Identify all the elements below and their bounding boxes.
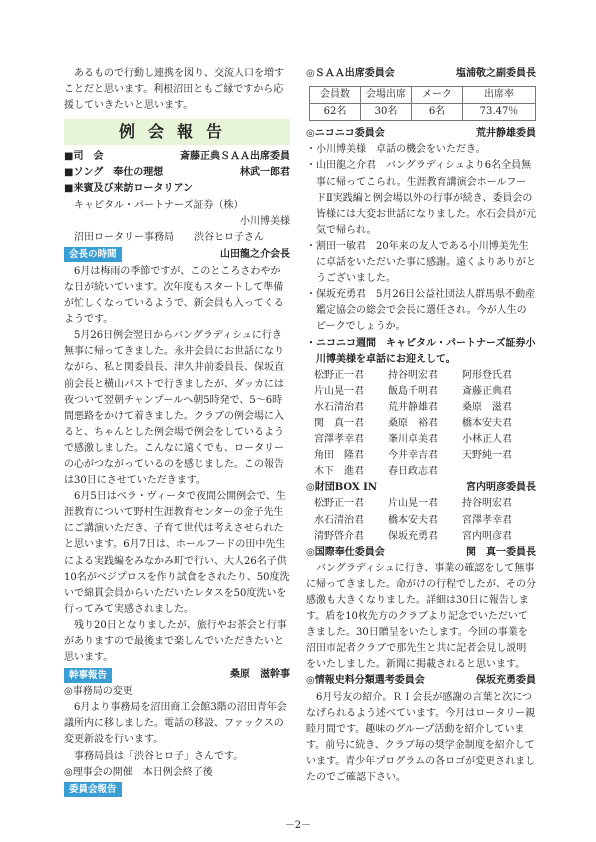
table-header-cell: 会員数: [310, 87, 361, 104]
section-author: 桑原 滋幹事: [230, 669, 290, 681]
secretary-report-header: [64, 667, 290, 683]
committee-name: ◎ニコニコ委員会: [306, 128, 385, 140]
committee-author: 保坂充勇委員: [476, 675, 536, 687]
member-name: 宮内明彦君: [462, 530, 512, 542]
member-name: 今井幸吉君: [388, 450, 438, 462]
niko-item: ・山田龍之介君 バングラディシュより6名全員無事に帰ってこられ。生涯教育講演会ホールフードⅡ実践編と例会場以外の行事が続き、委員会の皆様には大変お世話になりました。水石会員が元気で帰られ。: [306, 160, 536, 236]
table-header-row: [310, 87, 536, 104]
guest-org: キャピタル・パートナーズ証券（株）: [74, 199, 244, 211]
role-value: 斎藤正典ＳＡＡ出席委員: [180, 151, 290, 163]
body-paragraph: 6月は梅雨の季節ですが、このところさわやかな日が続いています。次年度もスタートして準備が忙しくなっているようで、新会員も入ってくるようです。: [64, 265, 284, 326]
committee-name: ◎ＳＡＡ出席委員会: [306, 68, 395, 79]
table-header-cell: 会場出席: [361, 87, 412, 104]
member-name: 宮澤孝幸君: [462, 514, 512, 526]
body-paragraph: 6月より事務局を沼田商工会館3階の沼田青年会議所内に移しました。電話の移設、ファックスの変更新設を行います。: [64, 702, 287, 746]
role-value: 林武一郎君: [240, 167, 290, 179]
body-paragraph: 事務局員は「渋谷ヒロ子」さんです。: [74, 750, 244, 762]
role-label: ■ソング 奉仕の理想: [64, 167, 164, 179]
member-name: 松野正一君: [314, 498, 364, 510]
report-title: 例会報告: [64, 119, 290, 145]
member-name: 水石清治君: [314, 514, 364, 526]
member-name: 角田 隆君: [314, 450, 364, 462]
member-name: 水石清治君: [314, 401, 364, 413]
president-time-header: [64, 247, 290, 263]
member-name: 橋本安夫君: [388, 514, 438, 526]
box-name-list: [306, 496, 536, 544]
table-cell: 62名: [310, 104, 361, 121]
member-name: 保坂充勇君: [388, 530, 438, 542]
visitor-line: 沼田ロータリー事務局 渋谷ヒロ子さん: [74, 231, 264, 243]
member-name: 桑原 滋君: [462, 401, 512, 413]
section-tag: 会長の時間: [64, 247, 122, 262]
table-cell: 6名: [412, 104, 463, 121]
member-name: 小林正人君: [462, 434, 512, 446]
table-header-cell: メーク: [412, 87, 463, 104]
committee-name: ◎国際奉仕委員会: [306, 546, 385, 558]
member-name: 飯島千明君: [388, 385, 438, 397]
table-header-cell: 出席率: [463, 87, 536, 104]
member-name: 清野啓介君: [314, 530, 364, 542]
item-heading: ◎事務局の変更: [64, 686, 133, 698]
niko-heading: [306, 126, 536, 142]
body-paragraph: 6月号友の紹介。ＲＩ会長が感謝の言葉と次につなげられるよう述べています。今月はロータリー親睦月間です。趣味のグループ活動を紹介しています。前号に続き、クラブ毎の奨学金制度を紹介しています。青少年プログラムの各ロゴが変更されましたのでご確認下さい。: [306, 691, 536, 784]
member-name: 峯川卓美君: [388, 434, 438, 446]
page-number: －2－: [284, 820, 312, 831]
section-tag: 委員会報告: [64, 782, 122, 797]
table-row: [310, 104, 536, 121]
member-name: 橋本安夫君: [462, 417, 512, 429]
role-row: [64, 165, 290, 181]
committee-name: ◎情報史料分類選考委員会: [306, 675, 425, 687]
niko-name-list: [306, 368, 536, 481]
box-heading: [306, 480, 536, 496]
attendance-table: [309, 86, 536, 121]
left-column: [64, 66, 290, 799]
member-name: 斎藤正典君: [462, 385, 512, 397]
committee-report-header: [64, 782, 290, 798]
member-name: 春日政志君: [388, 466, 438, 478]
committee-author: 関 真一委員長: [466, 546, 536, 558]
guest-name: 小川博美様: [240, 215, 290, 227]
saa-heading: [306, 66, 536, 82]
table-cell: 73.47％: [463, 104, 536, 121]
section-tag: 幹事報告: [64, 668, 112, 683]
member-name: 持谷明宏君: [462, 498, 512, 510]
committee-author: 宮内明彦委員長: [466, 482, 536, 494]
member-name: 片山晃一君: [388, 498, 438, 510]
intl-heading: [306, 545, 536, 561]
committee-name: ◎財団BOX IN: [306, 482, 377, 494]
body-paragraph: バングラディシュに行き、事業の確認をして無事に帰ってきました。命がけの行程でしたが、その分感激も大きくなりました。詳細は30日に報告します。盾を10枚先方のクラブより記念でいただいてきました。30日贈呈をいたします。今回の事業を沼田市記者クラブで那先生と共に記者会見し説明をいたしました。新聞に掲載されると思います。: [306, 562, 536, 671]
member-name: 松野正一君: [314, 369, 364, 381]
body-paragraph: 6月5日はベラ・ヴィータで夜間公開例会で、生涯教育について野村生涯教育センターの金子先生にご講演いただき、子育て世代は考えさせられたと思います。6月7日は、ホールフードの田中先生による実践編をみなかみ町で行い、大人26名子供10名がベジプロスを作り試食をされたり、50度洗いで綿貫会員からいただいたレタスを50度洗いを行ってみて実感されました。: [64, 491, 290, 615]
body-paragraph: 5月26日例会翌日からバングラディシュに行き無事に帰ってきました。永井会員にお世話になりながら、私と関委員長、津久井前委員長、保坂直前会長と横山パストで行きましたが、ダッカには夜ついて翌朝チャンプールへ朝5時発で、5～6時間悪路をかけて着きました。クラブの例会場に入ると、ちゃんとした例会場で例会をしているようで感激しました。こんなに遠くでも、ロータリーの心がつながっているのを感じました。この報告は30日にさせていただきます。: [64, 330, 284, 487]
table-cell: 30名: [361, 104, 412, 121]
niko-item: ・割田一敏君 20年来の友人である小川博美先生に卓話をいただいた事に感謝。遠くよりありがとうございました。: [306, 240, 536, 285]
member-name: 天野純一君: [462, 450, 512, 462]
niko-item: ・小川博美様 卓話の機会をいただき。: [306, 144, 486, 156]
committee-author: 荒井静雄委員: [476, 128, 536, 140]
member-name: 宮澤孝幸君: [314, 434, 364, 446]
info-heading: [306, 673, 536, 689]
body-paragraph: 残り20日となりましたが、旅行やお茶会と行事がありますので最後まで楽しんでいただきたいと思います。: [64, 619, 287, 664]
section-author: 山田龍之介会長: [220, 248, 290, 260]
member-name: 片山晃一君: [314, 385, 364, 397]
guest-heading: ■来賓及び来訪ロータリアン: [64, 183, 194, 195]
member-name: 持谷明宏君: [388, 369, 438, 381]
member-name: 木下 進君: [314, 466, 364, 478]
member-name: 桑原 裕君: [388, 417, 438, 429]
member-name: 関 真一君: [314, 417, 364, 429]
niko-week-item: ・ニコニコ週間 キャピタル・パートナーズ証券小川博美様を卓話にお迎えして。: [306, 337, 536, 365]
role-label: ■司 会: [64, 151, 104, 163]
intro-paragraph: あるもので行動し連携を図り、交流人口を増すことだと思います。利根沼田ともご縁ですから応援していきたいと思います。: [64, 68, 284, 112]
right-column: [306, 66, 536, 786]
role-row: [64, 149, 290, 165]
committee-author: 塩浦敬之副委員長: [456, 68, 536, 79]
member-name: 阿形登氏君: [462, 369, 512, 381]
niko-item: ・保坂充勇君 5月26日公益社団法人群馬県不動産鑑定協会の総会で会長に選任され。今が人生のピークでしょうか。: [306, 289, 536, 333]
member-name: 荒井静雄君: [388, 401, 438, 413]
item-heading: ◎理事会の開催 本日例会終了後: [64, 766, 213, 778]
